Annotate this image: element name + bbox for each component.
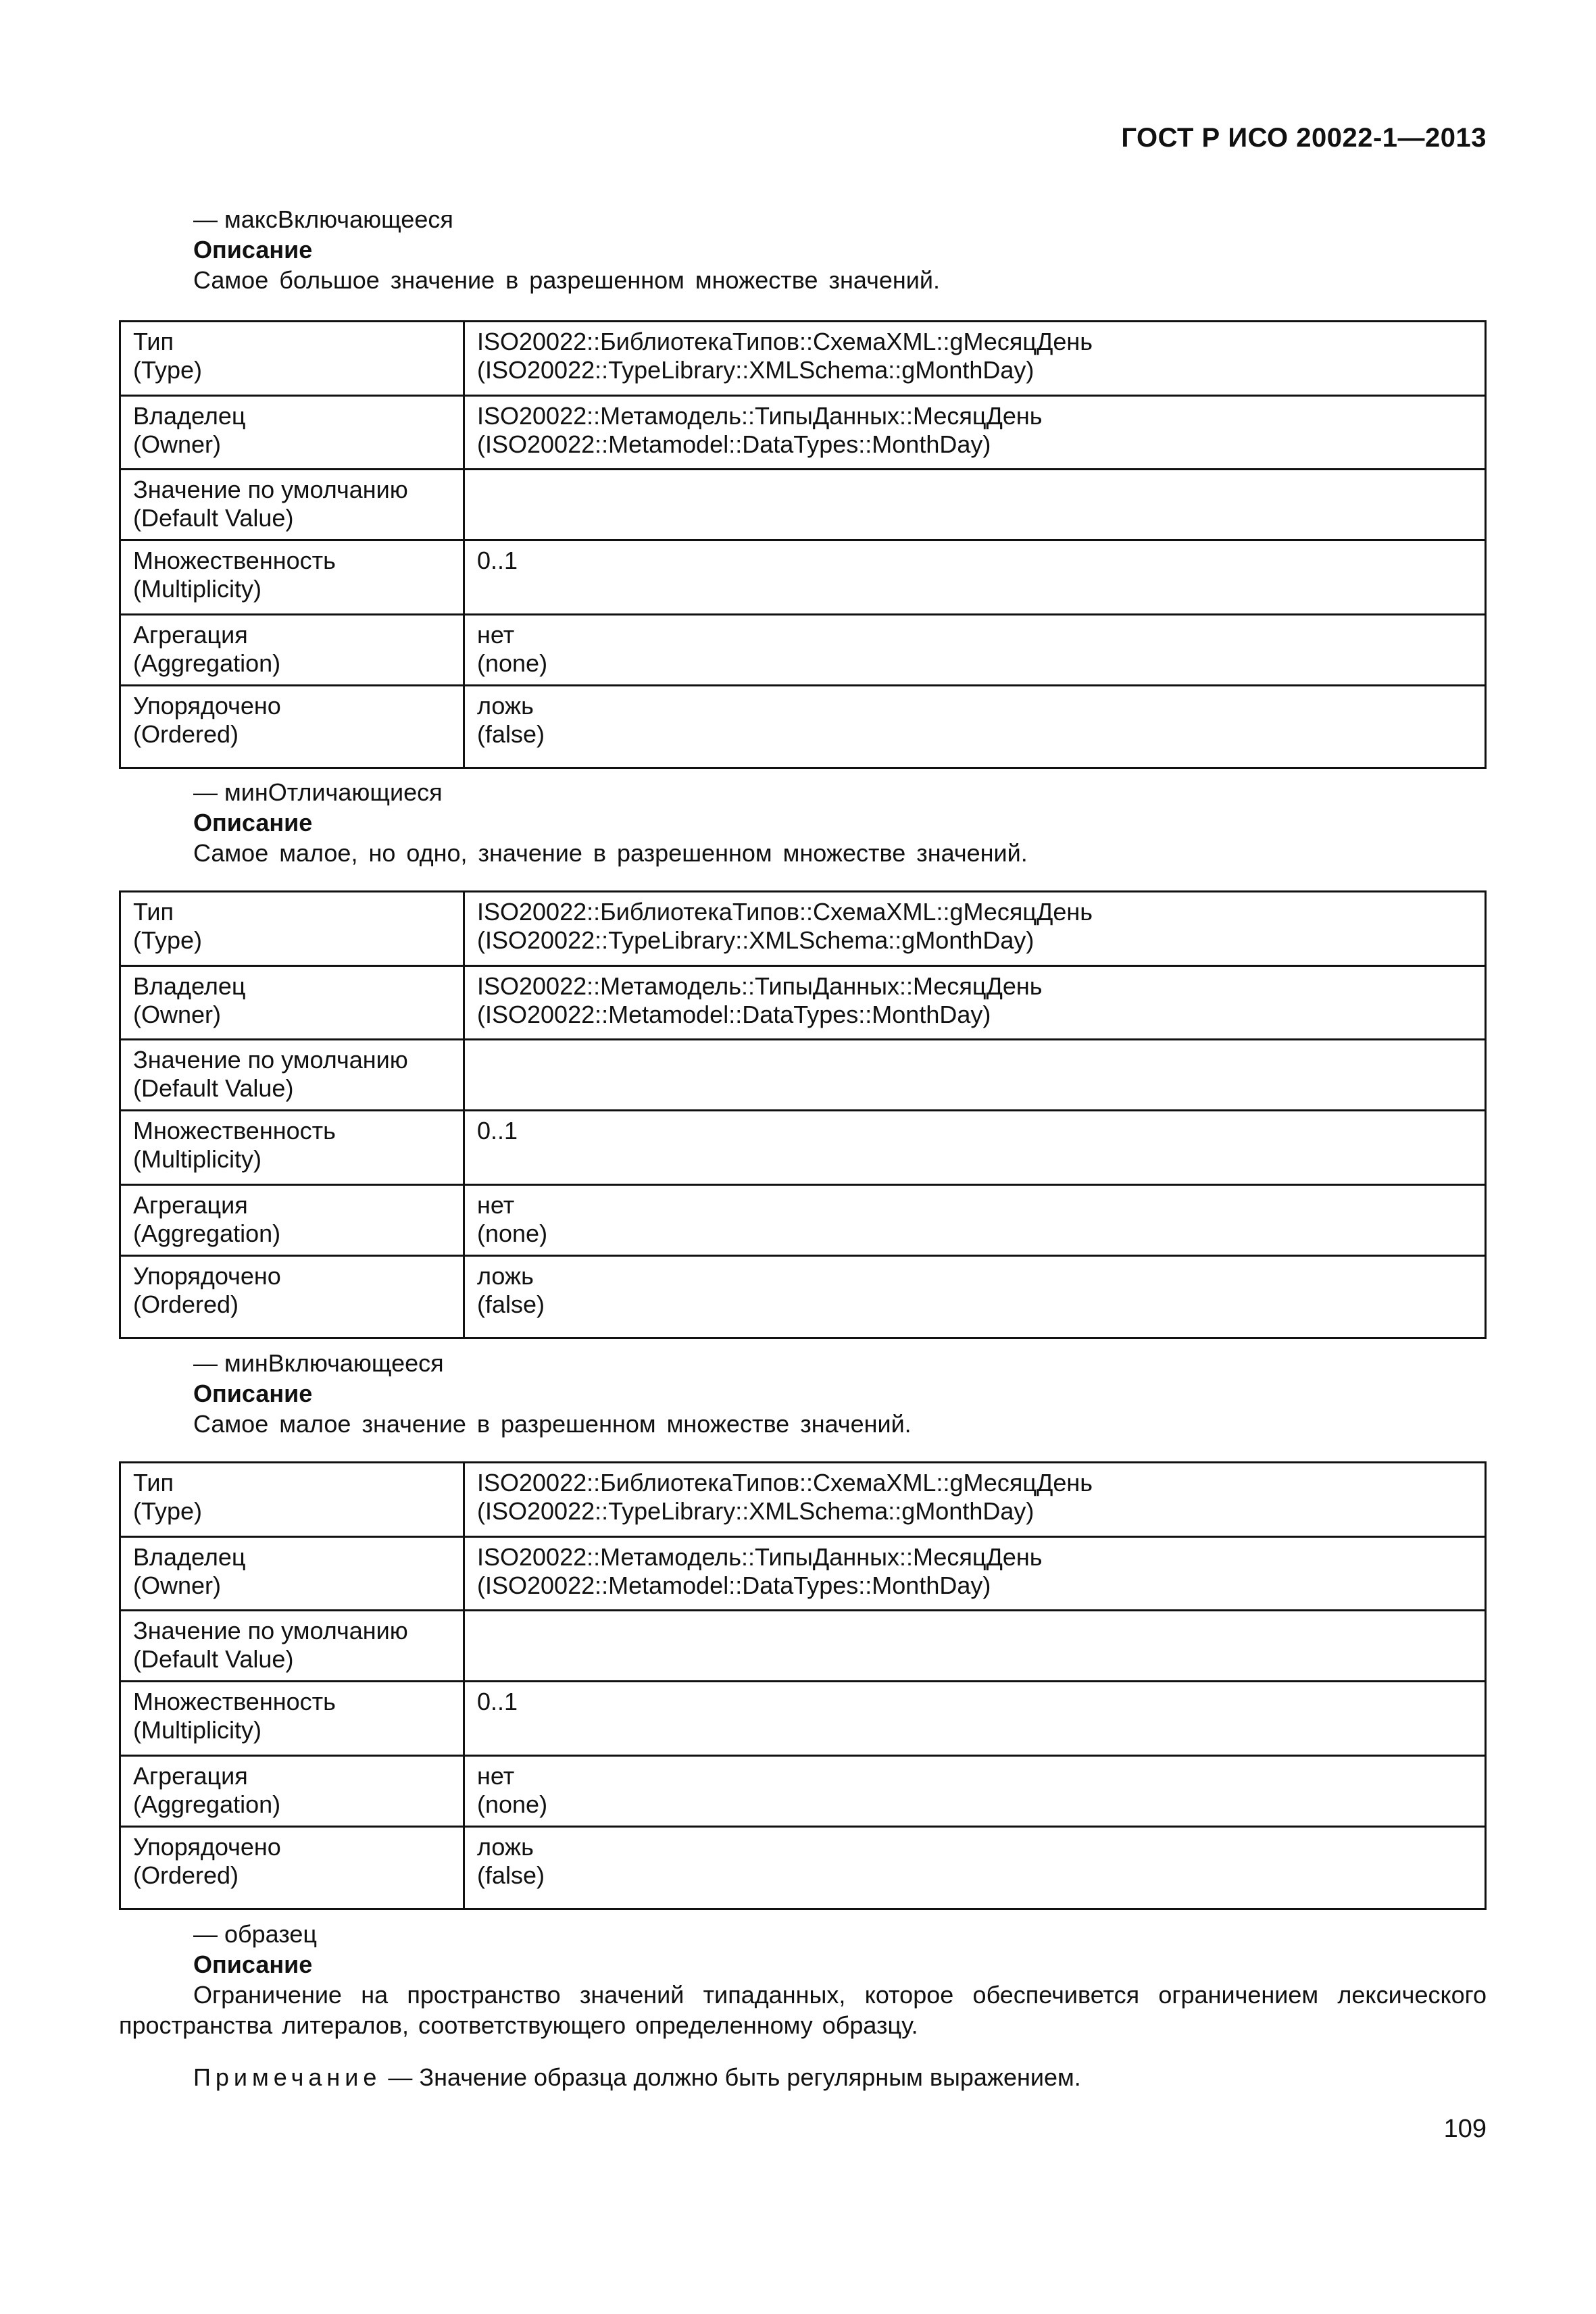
table-row — [120, 1256, 1486, 1338]
section-max-inclusive — [119, 204, 1487, 295]
table-row — [120, 396, 1486, 470]
property-value-cell: нет (none) — [464, 1756, 1486, 1827]
property-name-cell: Тип (Type) — [120, 892, 464, 966]
property-name-cell: Упорядочено (Ordered) — [120, 686, 464, 768]
document-page — [119, 0, 1487, 2314]
section-description: Самое малое значение в разрешенном множестве значений. — [193, 1410, 912, 1438]
property-name-cell: Владелец (Owner) — [120, 396, 464, 470]
table-row — [120, 322, 1486, 396]
section-description: Самое большое значение в разрешенном множестве значений. — [193, 266, 940, 294]
note-text: — Значение образца должно быть регулярным выражением. — [381, 2063, 1081, 2091]
properties-table-min-exclusive — [119, 890, 1487, 1339]
property-value-cell: ISO20022::Метамодель::ТипыДанных::МесяцДень (ISO20022::Metamodel::DataTypes::MonthDay) — [464, 966, 1486, 1040]
section-min-exclusive — [119, 777, 1487, 868]
property-name-cell: Упорядочено (Ordered) — [120, 1827, 464, 1909]
section-min-inclusive — [119, 1348, 1487, 1439]
property-name-cell: Упорядочено (Ordered) — [120, 1256, 464, 1338]
section-heading: Описание — [193, 236, 313, 263]
property-value-cell — [464, 1611, 1486, 1682]
property-value-cell: ISO20022::БиблиотекаТипов::СхемаXML::gМесяцДень (ISO20022::TypeLibrary::XMLSchema::gMonthDay) — [464, 1463, 1486, 1537]
section-pattern — [119, 1919, 1487, 1980]
table-row — [120, 686, 1486, 768]
property-value-cell: 0..1 — [464, 1682, 1486, 1756]
table-row — [120, 1611, 1486, 1682]
table-row — [120, 892, 1486, 966]
properties-table-max-inclusive — [119, 320, 1487, 769]
property-value-cell: ISO20022::Метамодель::ТипыДанных::МесяцДень (ISO20022::Metamodel::DataTypes::MonthDay) — [464, 1537, 1486, 1611]
property-name-cell: Значение по умолчанию (Default Value) — [120, 470, 464, 540]
table-row — [120, 1827, 1486, 1909]
page-number: 109 — [1443, 2115, 1487, 2143]
property-value-cell — [464, 1040, 1486, 1111]
property-value-cell: ISO20022::БиблиотекаТипов::СхемаXML::gМесяцДень (ISO20022::TypeLibrary::XMLSchema::gMonthDay) — [464, 322, 1486, 396]
table-row — [120, 966, 1486, 1040]
pattern-note — [193, 2062, 1081, 2092]
property-name-cell: Множественность (Multiplicity) — [120, 1682, 464, 1756]
table-row — [120, 615, 1486, 686]
section-term: — максВключающееся — [193, 205, 453, 233]
property-name-cell: Тип (Type) — [120, 322, 464, 396]
section-term: — минОтличающиеся — [193, 778, 443, 806]
table-row — [120, 1040, 1486, 1111]
section-heading: Описание — [193, 1951, 313, 1978]
property-value-cell: ложь (false) — [464, 1256, 1486, 1338]
property-value-cell: нет (none) — [464, 1185, 1486, 1256]
property-value-cell: 0..1 — [464, 540, 1486, 615]
note-label: Примечание — [193, 2063, 382, 2091]
property-value-cell: ложь (false) — [464, 686, 1486, 768]
section-term: — минВключающееся — [193, 1349, 444, 1377]
section-term: — образец — [193, 1920, 318, 1948]
property-name-cell: Множественность (Multiplicity) — [120, 540, 464, 615]
section-heading: Описание — [193, 1380, 313, 1407]
table-row — [120, 1682, 1486, 1756]
table-row — [120, 1111, 1486, 1185]
property-value-cell: ложь (false) — [464, 1827, 1486, 1909]
table-row — [120, 1463, 1486, 1537]
property-value-cell: ISO20022::Метамодель::ТипыДанных::МесяцДень (ISO20022::Metamodel::DataTypes::MonthDay) — [464, 396, 1486, 470]
table-row — [120, 470, 1486, 540]
property-value-cell: ISO20022::БиблиотекаТипов::СхемаXML::gМесяцДень (ISO20022::TypeLibrary::XMLSchema::gMonthDay) — [464, 892, 1486, 966]
property-value-cell: нет (none) — [464, 615, 1486, 686]
properties-table-min-inclusive — [119, 1461, 1487, 1910]
section-heading: Описание — [193, 809, 313, 836]
section-description: Самое малое, но одно, значение в разрешенном множестве значений. — [193, 839, 1028, 867]
table-row — [120, 1756, 1486, 1827]
document-header: ГОСТ Р ИСО 20022-1—2013 — [1121, 123, 1487, 153]
pattern-description: Ограничение на пространство значений типаданных, которое обеспечивется ограничением лексического пространства литералов, соответствующего определенному образцу. — [119, 1981, 1487, 2039]
property-name-cell: Агрегация (Aggregation) — [120, 615, 464, 686]
property-name-cell: Значение по умолчанию (Default Value) — [120, 1040, 464, 1111]
property-name-cell: Агрегация (Aggregation) — [120, 1185, 464, 1256]
property-name-cell: Тип (Type) — [120, 1463, 464, 1537]
property-name-cell: Агрегация (Aggregation) — [120, 1756, 464, 1827]
property-name-cell: Значение по умолчанию (Default Value) — [120, 1611, 464, 1682]
property-value-cell: 0..1 — [464, 1111, 1486, 1185]
table-row — [120, 1185, 1486, 1256]
table-row — [120, 1537, 1486, 1611]
table-row — [120, 540, 1486, 615]
property-value-cell — [464, 470, 1486, 540]
property-name-cell: Множественность (Multiplicity) — [120, 1111, 464, 1185]
property-name-cell: Владелец (Owner) — [120, 966, 464, 1040]
property-name-cell: Владелец (Owner) — [120, 1537, 464, 1611]
